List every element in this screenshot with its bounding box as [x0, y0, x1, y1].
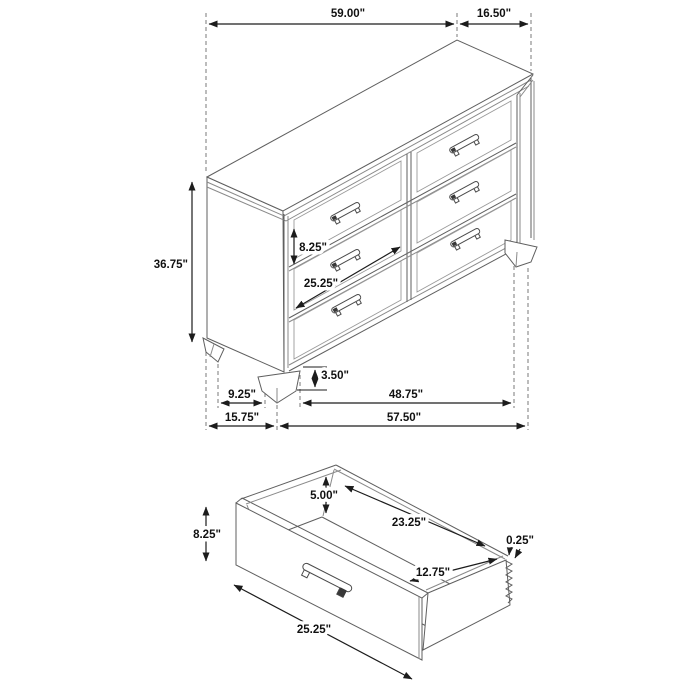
dim-label-foot-side-offset: 9.25"	[228, 389, 256, 401]
dim-line-side-thickness	[509, 547, 510, 555]
back-panel-top-edge	[334, 469, 505, 559]
dim-label-foot-height: 3.50"	[321, 370, 349, 382]
dim-label-top-width: 59.00"	[330, 8, 366, 20]
dim-label-inner-depth: 12.75"	[415, 567, 451, 579]
dim-label-inner-width: 23.25"	[391, 517, 427, 529]
dresser-front-left-foot	[258, 371, 300, 403]
drawer-box-isometric-view	[193, 465, 534, 679]
dresser-front-right-foot	[505, 240, 537, 267]
dim-label-front-feet-span: 48.75"	[388, 389, 424, 401]
dim-label-base-depth: 15.75"	[224, 412, 260, 424]
dim-label-height: 36.75"	[153, 259, 188, 271]
dresser-isometric-view	[154, 8, 537, 430]
dim-line-side-thickness	[515, 549, 520, 558]
dim-label-front-width: 25.25"	[296, 624, 332, 636]
dim-label-top-depth: 16.50"	[476, 8, 512, 20]
dim-line-inner-width	[345, 486, 485, 546]
dim-label-drawer-front-width: 25.25"	[303, 278, 339, 290]
front-panel-corner	[422, 593, 428, 598]
back-panel-top-edge	[336, 465, 508, 556]
dim-label-base-width: 57.50"	[386, 412, 422, 424]
dim-label-front-height: 8.25"	[193, 529, 221, 541]
dim-label-inner-height: 5.00"	[310, 490, 338, 502]
dim-label-side-thickness: 0.25"	[506, 535, 534, 547]
dim-label-drawer-front-height: 8.25"	[299, 242, 327, 254]
